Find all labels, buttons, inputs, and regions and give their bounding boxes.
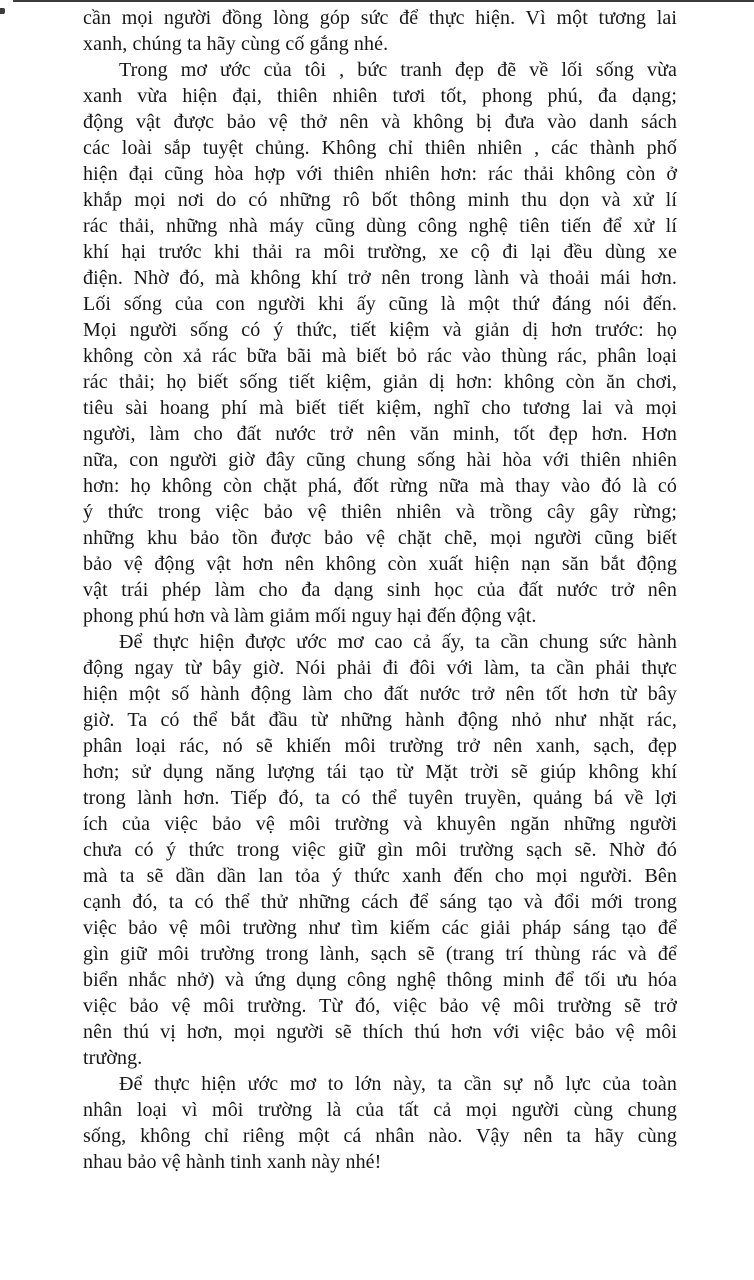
- text-line: khắp mọi nơi do có những rô bốt thông minh thu dọn và xử lí: [83, 189, 677, 211]
- text-line: gìn giữ môi trường trong lành, sạch sẽ (trang trí thùng rác và để: [83, 943, 677, 965]
- text-line: giờ. Ta có thể bắt đầu từ những hành động nhỏ như nhặt rác,: [83, 709, 677, 731]
- text-line: Trong mơ ước của tôi , bức tranh đẹp đẽ về lối sống vừa: [119, 59, 677, 81]
- text-line: ý thức trong việc bảo vệ thiên nhiên và trồng cây gây rừng;: [83, 501, 677, 523]
- text-line: cần mọi người đồng lòng góp sức để thực hiện. Vì một tương lai: [83, 7, 677, 29]
- text-line: nên thú vị hơn, mọi người sẽ thích thú hơn với việc bảo vệ môi: [83, 1021, 677, 1043]
- text-line: trong lành hơn. Tiếp đó, ta có thể tuyên truyền, quảng bá về lợi: [83, 787, 677, 809]
- text-line: nhân loại vì môi trường là của tất cả mọi người cùng chung: [83, 1099, 677, 1121]
- text-line: hơn: họ không còn chặt phá, đốt rừng nữa mà thay vào đó là có: [83, 475, 677, 497]
- text-line: Để thực hiện được ước mơ cao cả ấy, ta cần chung sức hành: [119, 631, 677, 653]
- text-line: nữa, con người giờ đây cũng chung sống hài hòa với thiên nhiên: [83, 449, 677, 471]
- scan-artifact-left-mark: [0, 8, 5, 14]
- text-line: ích của việc bảo vệ môi trường và khuyên ngăn những người: [83, 813, 677, 835]
- text-line: việc bảo vệ môi trường như tìm kiếm các giải pháp sáng tạo để: [83, 917, 677, 939]
- text-line: chưa có ý thức trong việc giữ gìn môi trường sạch sẽ. Nhờ đó: [83, 839, 677, 861]
- text-line: việc bảo vệ môi trường. Từ đó, việc bảo vệ môi trường sẽ trở: [83, 995, 677, 1017]
- text-line: động ngay từ bây giờ. Nói phải đi đôi với làm, ta cần phải thực: [83, 657, 677, 679]
- text-line: Lối sống của con người khi ấy cũng là một thứ đáng nói đến.: [83, 293, 677, 315]
- text-line: Để thực hiện ước mơ to lớn này, ta cần sự nỗ lực của toàn: [119, 1073, 677, 1095]
- text-line: bảo vệ động vật hơn nên không còn xuất hiện nạn săn bắt động: [83, 553, 677, 575]
- scan-artifact-top-line: [13, 0, 754, 2]
- text-line: sống, không chỉ riêng một cá nhân nào. Vậy nên ta hãy cùng: [83, 1125, 677, 1147]
- text-line: phong phú hơn và làm giảm mối nguy hại đến động vật.: [83, 605, 537, 627]
- text-line: trường.: [83, 1047, 143, 1069]
- text-line: xanh, chúng ta hãy cùng cố gắng nhé.: [83, 33, 389, 55]
- text-line: người, làm cho đất nước trở nên văn minh, tốt đẹp hơn. Hơn: [83, 423, 677, 445]
- paragraph: [83, 5, 677, 57]
- text-line: rác thải; họ biết sống tiết kiệm, giản dị hơn: không còn ăn chơi,: [83, 371, 677, 393]
- text-line: Mọi người sống có ý thức, tiết kiệm và giản dị hơn trước: họ: [83, 319, 677, 341]
- text-line: không còn xả rác bữa bãi mà biết bỏ rác vào thùng rác, phân loại: [83, 345, 677, 367]
- text-line: cạnh đó, ta có thể thử những cách để sáng tạo và đổi mới trong: [83, 891, 677, 913]
- text-line: các loài sắp tuyệt chủng. Không chỉ thiên nhiên , các thành phố: [83, 137, 677, 159]
- text-line: tiêu sài hoang phí mà biết tiết kiệm, nghĩ cho tương lai và mọi: [83, 397, 677, 419]
- text-line: phân loại rác, nó sẽ khiến môi trường trở nên xanh, sạch, đẹp: [83, 735, 677, 757]
- text-line: hiện đại cũng hòa hợp với thiên nhiên hơn: rác thải không còn ở: [83, 163, 677, 185]
- text-line: hơn; sử dụng năng lượng tái tạo từ Mặt trời sẽ giúp không khí: [83, 761, 677, 783]
- text-line: vật trái phép làm cho đa dạng sinh học của đất nước trở nên: [83, 579, 677, 601]
- text-line: điện. Nhờ đó, mà không khí trở nên trong lành và thoải mái hơn.: [83, 267, 677, 289]
- document-text: [83, 5, 677, 1175]
- text-line: xanh vừa hiện đại, thiên nhiên tươi tốt, phong phú, đa dạng;: [83, 85, 677, 107]
- text-line: khí hại trước khi thải ra môi trường, xe cộ đi lại đều dùng xe: [83, 241, 677, 263]
- paragraph: [83, 1071, 677, 1175]
- text-line: biển nhắc nhở) và ứng dụng công nghệ thông minh để tối ưu hóa: [83, 969, 677, 991]
- paragraph: [83, 629, 677, 1071]
- paragraph: [83, 57, 677, 629]
- text-line: những khu bảo tồn được bảo vệ chặt chẽ, mọi người cũng biết: [83, 527, 677, 549]
- text-line: mà ta sẽ dần dần lan tỏa ý thức xanh đến cho mọi người. Bên: [83, 865, 677, 887]
- text-line: hiện một số hành động làm cho đất nước trở nên tốt hơn từ bây: [83, 683, 677, 705]
- text-line: rác thải, những nhà máy cũng dùng công nghệ tiên tiến để xử lí: [83, 215, 677, 237]
- text-line: động vật được bảo vệ thở nên và không bị đưa vào danh sách: [83, 111, 677, 133]
- text-line: nhau bảo vệ hành tinh xanh này nhé!: [83, 1151, 382, 1173]
